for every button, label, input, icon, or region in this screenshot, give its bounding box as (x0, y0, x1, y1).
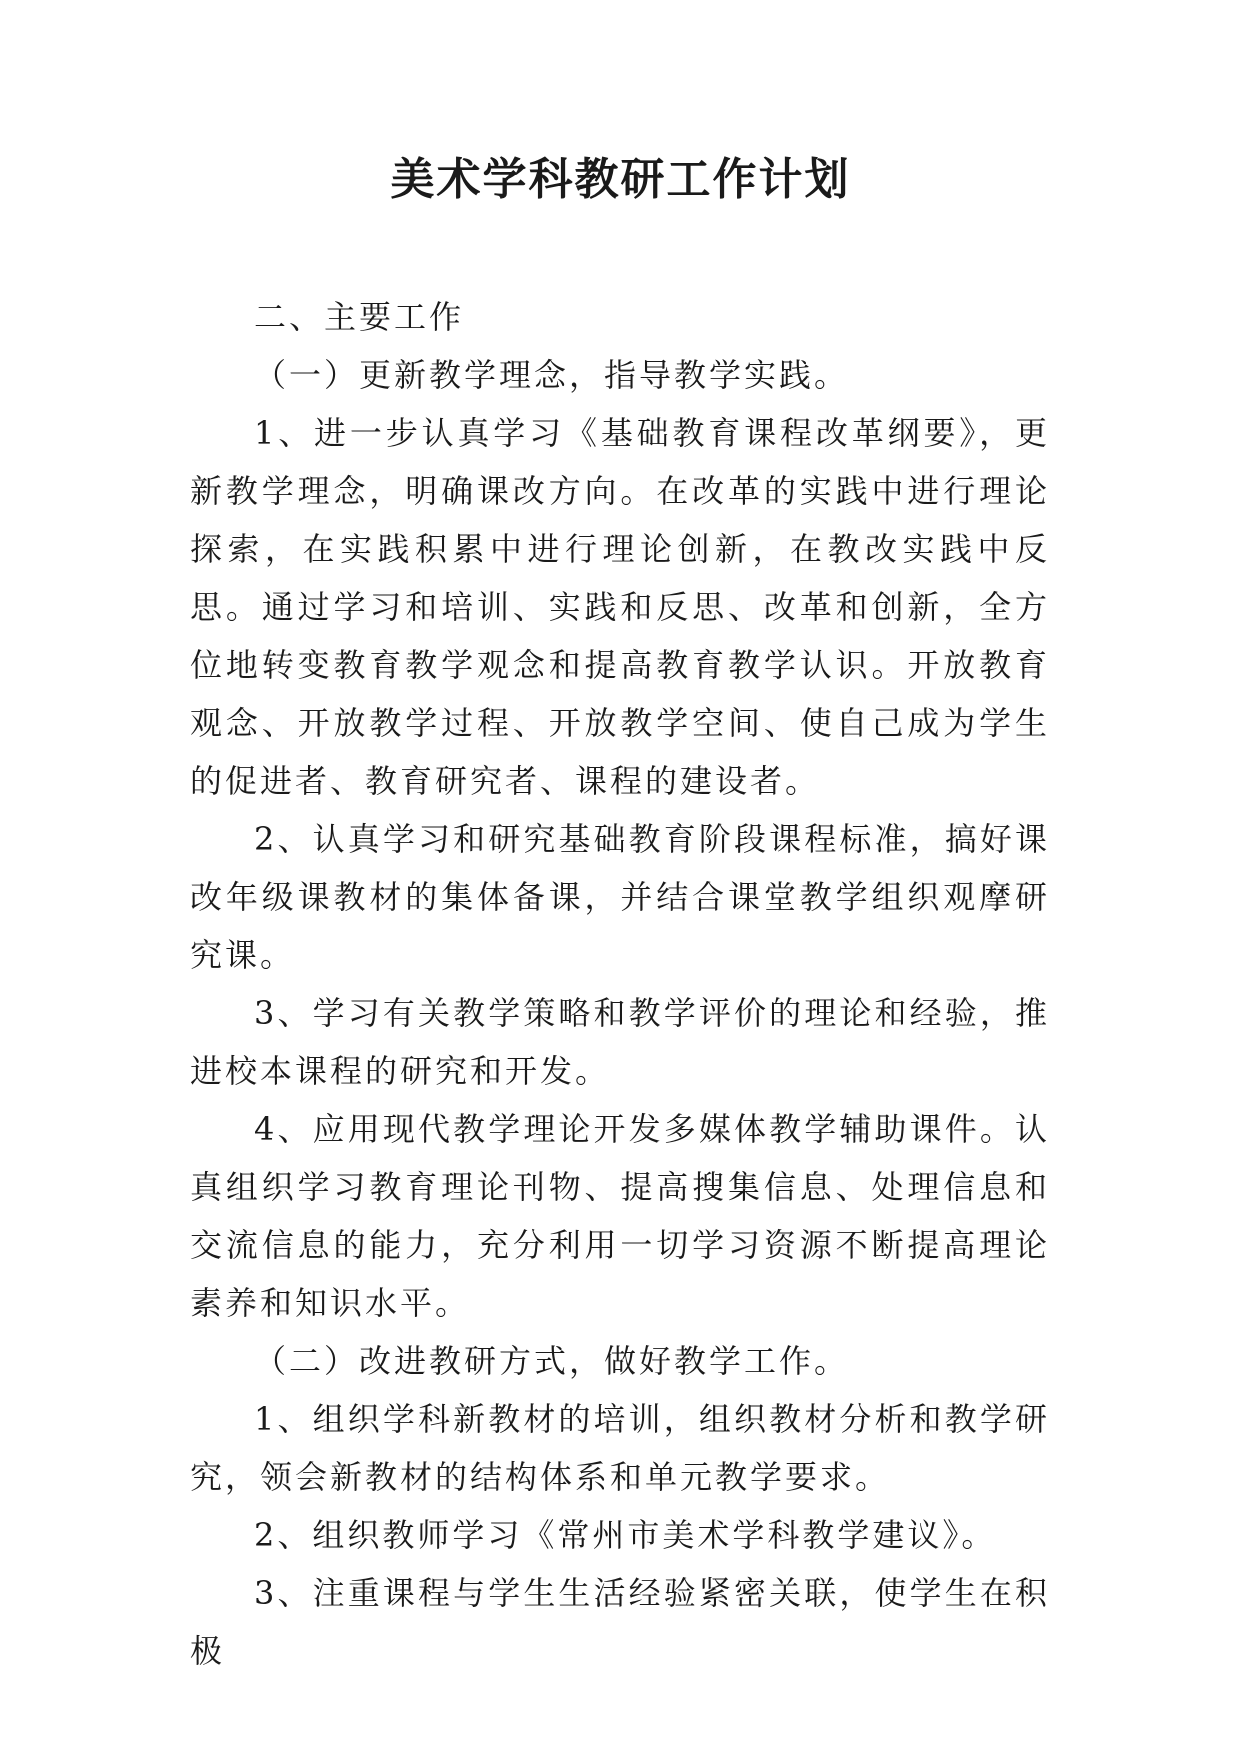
paragraph: 1、进一步认真学习《基础教育课程改革纲要》，更新教学理念，明确课改方向。在改革的实践中进行理论探索，在实践积累中进行理论创新，在教改实践中反思。通过学习和培训、实践和反思、改革和创新，全方位地转变教育教学观念和提高教育教学认识。开放教育观念、开放教学过程、开放教学空间、使自己成为学生的促进者、教育研究者、课程的建设者。 (190, 414, 1050, 800)
document-body (190, 288, 1050, 1680)
paragraph: 4、应用现代教学理论开发多媒体教学辅助课件。认真组织学习教育理论刊物、提高搜集信息、处理信息和交流信息的能力，充分利用一切学习资源不断提高理论素养和知识水平。 (190, 1110, 1050, 1322)
subsection-heading: （二）改进教研方式，做好教学工作。 (254, 1342, 850, 1380)
paragraph: 3、学习有关教学策略和教学评价的理论和经验，推进校本课程的研究和开发。 (190, 994, 1050, 1090)
paragraph: 1、组织学科新教材的培训，组织教材分析和教学研究，领会新教材的结构体系和单元教学要求。 (190, 1400, 1050, 1496)
paragraph: 2、认真学习和研究基础教育阶段课程标准，搞好课改年级课教材的集体备课，并结合课堂教学组织观摩研究课。 (190, 820, 1050, 974)
section-heading: 二、主要工作 (254, 298, 465, 336)
paragraph: 3、注重课程与学生生活经验紧密关联，使学生在积极 (190, 1574, 1050, 1670)
document-title: 美术学科教研工作计划 (390, 154, 851, 205)
paragraph: 2、组织教师学习《常州市美术学科教学建议》。 (254, 1516, 997, 1554)
subsection-heading: （一）更新教学理念，指导教学实践。 (254, 356, 850, 394)
